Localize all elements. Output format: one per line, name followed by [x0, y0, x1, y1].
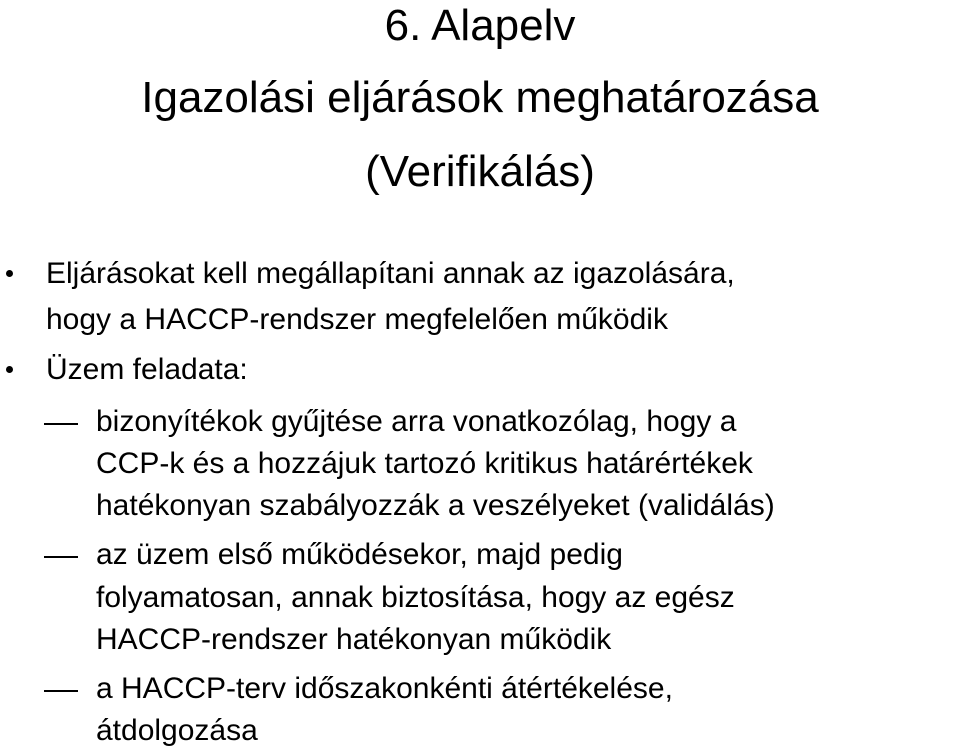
sub-bullet-2-line-2: folyamatosan, annak biztosítása, hogy az egész — [96, 581, 735, 614]
sub-bullet-1-line-2: CCP-k és a hozzájuk tartozó kritikus határértékek — [96, 447, 753, 480]
sub-bullet-dash — [44, 423, 78, 425]
bullet-1-line-2: hogy a HACCP-rendszer megfelelően működik — [46, 303, 668, 336]
bullet-2-line-1: Üzem feladata: — [46, 353, 248, 386]
sub-bullet-3-line-2: átdolgozása — [96, 714, 258, 747]
slide-title-line-2: Igazolási eljárások meghatározása — [141, 73, 819, 122]
sub-bullet-1-line-3: hatékonyan szabályozzák a veszélyeket (validálás) — [96, 489, 775, 522]
bullet-dot — [6, 270, 13, 277]
sub-bullet-2-line-1: az üzem első működésekor, majd pedig — [96, 538, 623, 571]
bullet-dot — [6, 366, 13, 373]
sub-bullet-dash — [44, 690, 78, 692]
sub-bullet-2-line-3: HACCP-rendszer hatékonyan működik — [96, 623, 612, 656]
sub-bullet-dash — [44, 556, 78, 558]
slide-title-line-3: (Verifikálás) — [365, 147, 595, 196]
bullet-1-line-1: Eljárásokat kell megállapítani annak az igazolására, — [46, 257, 735, 290]
sub-bullet-3-line-1: a HACCP-terv időszakonkénti átértékelése, — [96, 672, 673, 705]
slide-title-line-1: 6. Alapelv — [384, 1, 576, 50]
sub-bullet-1-line-1: bizonyítékok gyűjtése arra vonatkozólag, hogy a — [96, 405, 737, 438]
